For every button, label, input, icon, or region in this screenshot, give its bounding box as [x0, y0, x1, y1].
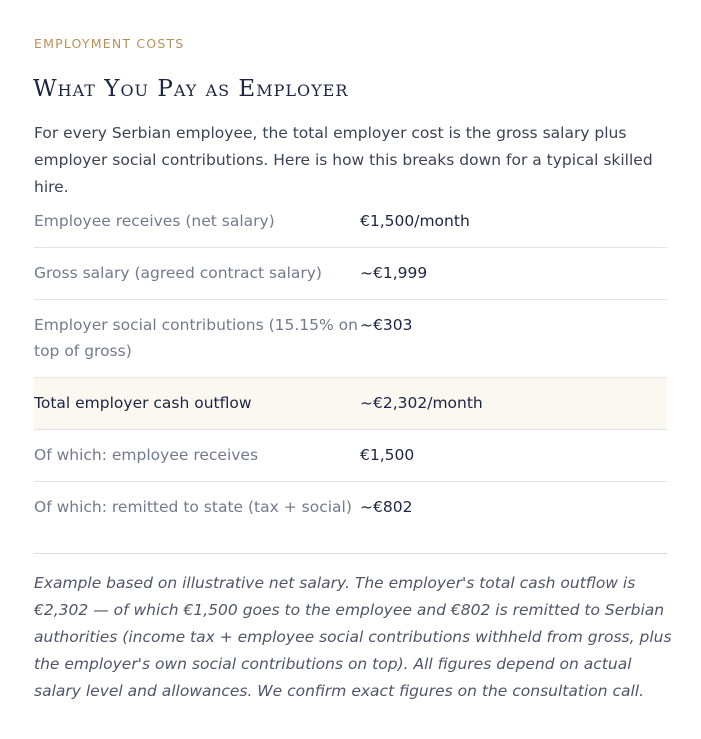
section-title: What You Pay as Employer [33, 76, 349, 102]
total-row [34, 377, 667, 430]
table-row [34, 248, 667, 300]
cost-breakdown-table [34, 196, 667, 533]
row-label: Employer social contributions (15.15% on top of gross) [34, 316, 358, 360]
row-value: €1,500 [360, 446, 415, 464]
section-intro: For every Serbian employee, the total employer cost is the gross salary plus employer social contributions. Here is how this breaks down for a typical skilled hire. [34, 124, 653, 196]
footnote: Example based on illustrative net salary. The employer's total cash outflow is €2,302 — of which €1,500 goes to the employee and €802 is remitted to Serbian authorities (income tax + employee social contributions withheld from gross, plus the employer's own social contributions on top). All figures depend on actual salary level and allowances. We confirm exact figures on the consultation call. [34, 574, 672, 700]
row-value: €1,500/month [360, 212, 470, 230]
divider [34, 553, 667, 554]
row-label: Total employer cash outflow [34, 394, 252, 412]
table-row [34, 196, 667, 248]
row-label: Employee receives (net salary) [34, 212, 275, 230]
row-value: ~€303 [360, 316, 413, 334]
row-value: ~€1,999 [360, 264, 428, 282]
table-row [34, 482, 667, 533]
row-value: ~€802 [360, 498, 413, 516]
row-label: Of which: employee receives [34, 446, 259, 464]
table-row [34, 300, 667, 378]
row-label: Of which: remitted to state (tax + social) [34, 498, 352, 516]
table-row [34, 430, 667, 482]
row-label: Gross salary (agreed contract salary) [34, 264, 322, 282]
row-value: ~€2,302/month [360, 394, 483, 412]
section-eyebrow: EMPLOYMENT COSTS [34, 36, 185, 51]
